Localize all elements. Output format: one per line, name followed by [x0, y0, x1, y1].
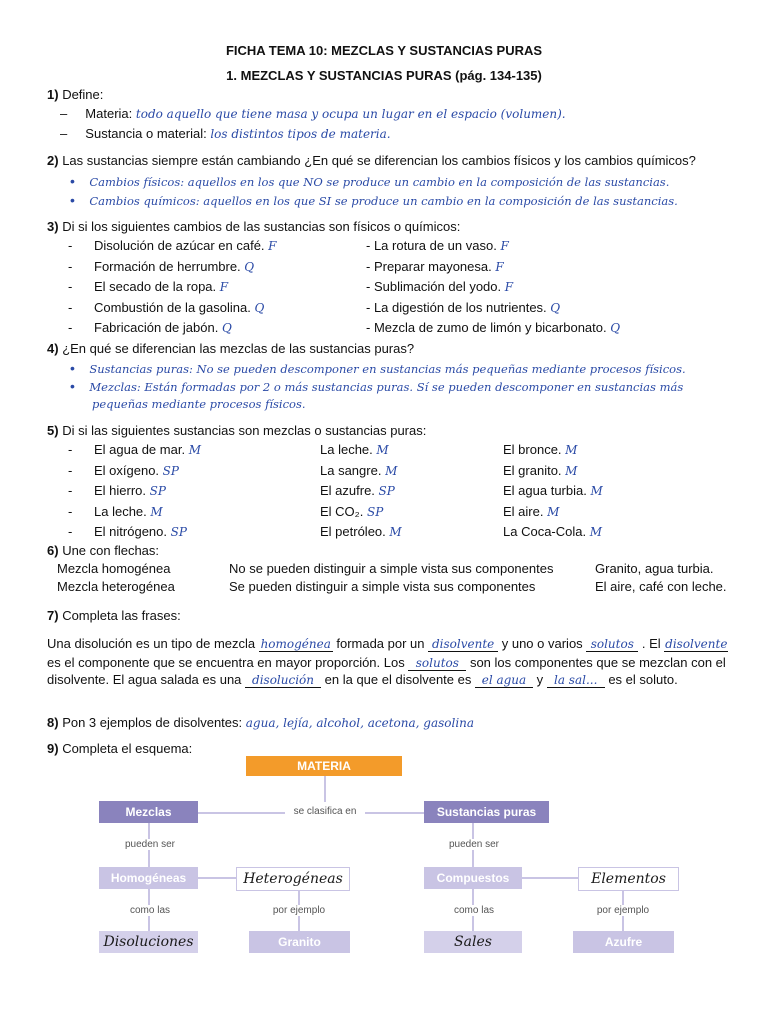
blank-heterogeneas: Heterogéneas [236, 867, 350, 891]
list-item: La leche. M [320, 442, 389, 457]
q5-col-3 [503, 440, 603, 543]
blank-field: disolvente [428, 637, 498, 652]
q2-answer-1: • Cambios físicos: aquellos en los que NO se produce un cambio en la composición de las sustancias. [70, 173, 670, 189]
label-como-las: como las [453, 905, 494, 916]
q5-col-1 [68, 440, 201, 543]
list-item: - El nitrógeno. SP [68, 524, 187, 539]
q4-answer-1: • Sustancias puras: No se pueden descomponer en sustancias más pequeñas mediante procesos físicos. [70, 360, 686, 376]
list-item: El aire. M [503, 503, 560, 519]
box-compuestos: Compuestos [424, 867, 522, 889]
list-item: - Fabricación de jabón. Q [68, 320, 232, 335]
list-item: - La digestión de los nutrientes. Q [366, 299, 561, 315]
list-item: La sangre. M [320, 462, 398, 478]
q7-line-3: disolvente. El agua salada es una disolución en la que el disolvente es el agua y la sal... es el soluto. [47, 672, 678, 687]
handwritten-answer: todo aquello que tiene masa y ocupa un lugar en el espacio (volumen). [135, 107, 566, 121]
blank-field: solutos [408, 656, 466, 671]
question-2: 2) Las sustancias siempre están cambiando ¿En qué se diferencian los cambios físicos y los cambios químicos? [47, 153, 696, 168]
question-1: 1) Define: [47, 87, 104, 102]
question-8: 8) Pon 3 ejemplos de disolventes: agua, lejía, alcohol, acetona, gasolina [47, 715, 475, 730]
q2-answer-2: • Cambios químicos: aquellos en los que SI se produce un cambio en la composición de las sustancias. [70, 192, 678, 208]
list-item: - El oxígeno. SP [68, 462, 179, 478]
list-item: El agua turbia. M [503, 483, 603, 498]
list-item: - La leche. M [68, 503, 163, 519]
connector-line [198, 877, 236, 879]
list-item: - Mezcla de zumo de limón y bicarbonato. Q [366, 320, 621, 335]
list-item: - Preparar mayonesa. F [366, 258, 504, 274]
blank-sales: Sales [424, 931, 522, 953]
box-materia: MATERIA [246, 756, 402, 776]
q6-row-1-a: Mezcla homogénea [57, 561, 171, 576]
label-pueden-ser: pueden ser [124, 839, 176, 850]
q6-row-1-c: Granito, agua turbia. [595, 561, 714, 576]
box-granito: Granito [249, 931, 350, 953]
question-4: 4) ¿En qué se diferencian las mezclas de las sustancias puras? [47, 341, 415, 356]
list-item: - El hierro. SP [68, 483, 166, 498]
q7-line-2: es el componente que se encuentra en mayor proporción. Los solutos son los componentes que se mezclan con el [47, 655, 726, 670]
list-item: El CO₂. SP [320, 503, 384, 519]
connector-line [522, 877, 578, 879]
box-mezclas: Mezclas [99, 801, 198, 823]
label-por-ejemplo: por ejemplo [588, 905, 658, 916]
blank-field: solutos [586, 637, 638, 652]
handwritten-answer: agua, lejía, alcohol, acetona, gasolina [245, 716, 475, 730]
list-item: - Combustión de la gasolina. Q [68, 299, 265, 315]
q3-left-list [68, 236, 277, 339]
list-item: - Formación de herrumbre. Q [68, 258, 255, 274]
section-title: 1. MEZCLAS Y SUSTANCIAS PURAS (pág. 134-135) [226, 68, 542, 83]
blank-field: la sal... [547, 673, 605, 688]
q4-answer-2: • Mezclas: Están formadas por 2 o más sustancias puras. Sí se pueden descomponer en sustancias más [70, 378, 684, 394]
blank-field: disolución [245, 673, 321, 688]
question-5: 5) Di si las siguientes sustancias son mezclas o sustancias puras: [47, 423, 427, 438]
question-7: 7) Completa las frases: [47, 608, 181, 623]
list-item: La Coca-Cola. M [503, 524, 603, 539]
q6-row-2-a: Mezcla heterogénea [57, 579, 175, 594]
blank-field: homogénea [260, 637, 331, 651]
list-item: - El agua de mar. M [68, 442, 201, 457]
list-item: El bronce. M [503, 442, 578, 457]
q6-row-1-b: No se pueden distinguir a simple vista sus componentes [229, 561, 554, 576]
list-item: - El secado de la ropa. F [68, 279, 229, 294]
box-homogeneas: Homogéneas [99, 867, 198, 889]
q3-right-list [366, 236, 620, 339]
list-item: El granito. M [503, 462, 578, 478]
q1-item-sustancia: – Sustancia o material: los distintos tipos de materia. [60, 126, 391, 141]
q5-col-2 [320, 440, 402, 543]
q6-row-2-b: Se pueden distinguir a simple vista sus componentes [229, 579, 536, 594]
list-item: El azufre. SP [320, 483, 395, 498]
list-item: - Sublimación del yodo. F [366, 279, 514, 294]
connector-line [324, 776, 326, 802]
q4-answer-2-cont: pequeñas mediante procesos físicos. [92, 397, 306, 411]
box-sustancias-puras: Sustancias puras [424, 801, 549, 823]
label-por-ejemplo: por ejemplo [264, 905, 334, 916]
blank-field: el agua [475, 673, 533, 688]
list-item: - Disolución de azúcar en café. F [68, 238, 277, 253]
handwritten-answer: los distintos tipos de materia. [210, 127, 391, 141]
question-9: 9) Completa el esquema: [47, 741, 193, 756]
q6-row-2-c: El aire, café con leche. [595, 579, 727, 594]
blank-field: disolvente [665, 637, 728, 651]
q1-item-materia: – Materia: todo aquello que tiene masa y ocupa un lugar en el espacio (volumen). [60, 106, 566, 121]
page-title: FICHA TEMA 10: MEZCLAS Y SUSTANCIAS PURAS [225, 43, 543, 58]
label-se-clasifica: se clasifica en [285, 806, 365, 817]
blank-disoluciones: Disoluciones [99, 931, 198, 953]
question-3: 3) Di si los siguientes cambios de las sustancias son físicos o químicos: [47, 219, 461, 234]
label-como-las: como las [129, 905, 170, 916]
label-pueden-ser: pueden ser [448, 839, 500, 850]
list-item: El petróleo. M [320, 524, 402, 539]
box-azufre: Azufre [573, 931, 674, 953]
q7-line-1: Una disolución es un tipo de mezcla homogénea formada por un disolvente y uno o varios solutos . El disolvente [47, 636, 728, 651]
question-6: 6) Une con flechas: [47, 543, 160, 558]
list-item: - La rotura de un vaso. F [366, 238, 509, 253]
blank-elementos: Elementos [578, 867, 679, 891]
